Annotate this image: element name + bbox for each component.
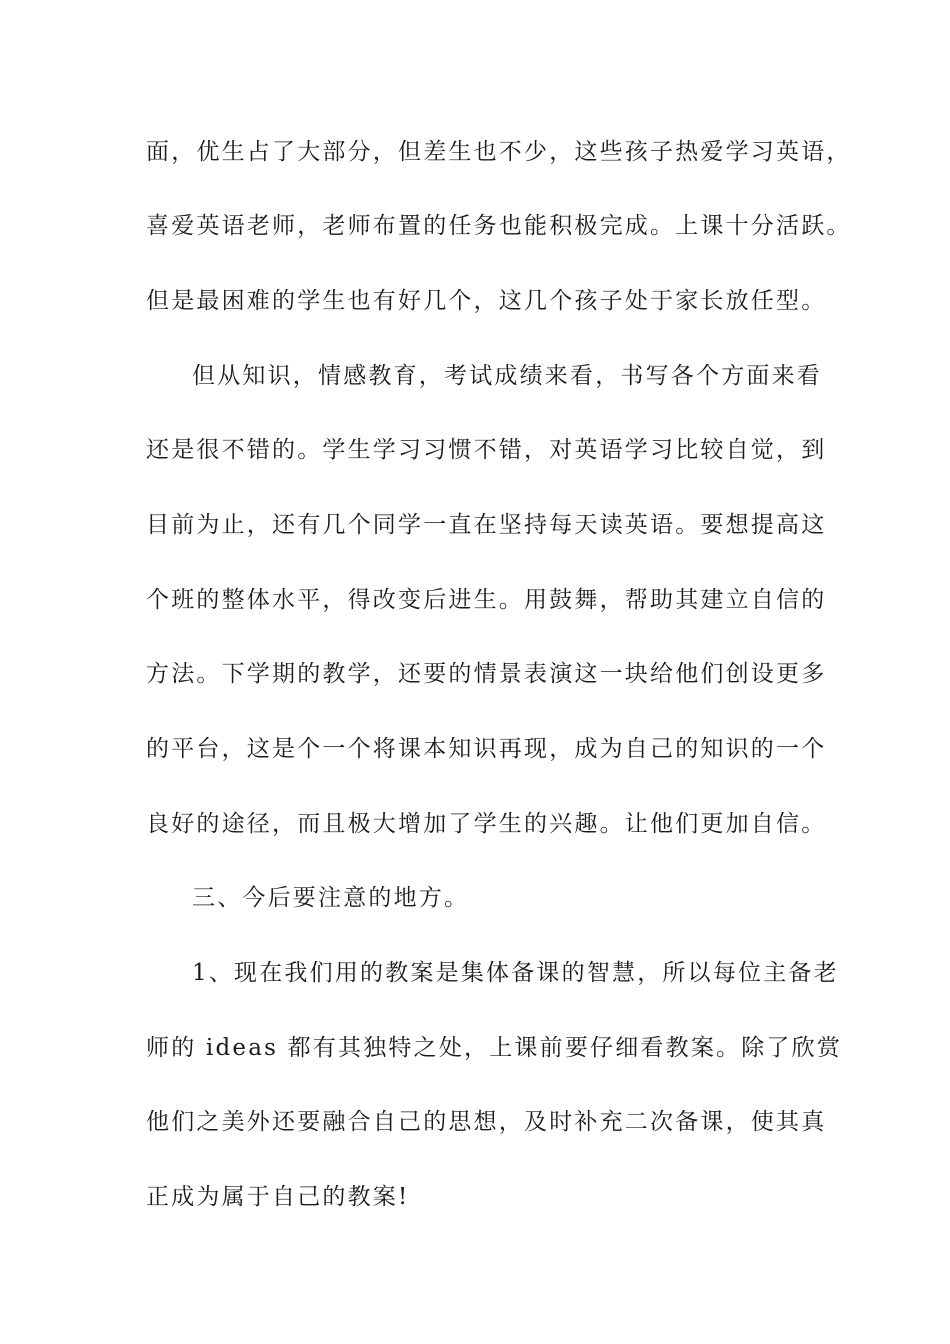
- section-heading: 三、今后要注意的地方。: [192, 885, 470, 911]
- paragraph-line: 面，优生占了大部分，但差生也不少，这些孩子热爱学习英语，: [146, 139, 852, 165]
- paragraph-line: 目前为止，还有几个同学一直在坚持每天读英语。要想提高这: [146, 512, 827, 538]
- paragraph-line: 1、现在我们用的教案是集体备课的智慧，所以每位主备老: [192, 960, 839, 986]
- paragraph-line: 良好的途径，而且极大增加了学生的兴趣。让他们更加自信。: [146, 811, 827, 837]
- paragraph-line: 还是很不错的。学生学习习惯不错，对英语学习比较自觉，到: [146, 437, 827, 463]
- paragraph-line: 的平台，这是个一个将课本知识再现，成为自己的知识的一个: [146, 736, 827, 762]
- paragraph-line: 方法。下学期的教学，还要的情景表演这一块给他们创设更多: [146, 661, 827, 687]
- paragraph-line: 但从知识，情感教育，考试成绩来看，书写各个方面来看: [192, 363, 822, 389]
- paragraph-line: 师的 ideas 都有其独特之处，上课前要仔细看教案。除了欣赏: [146, 1035, 843, 1061]
- paragraph-line: 但是最困难的学生也有好几个，这几个孩子处于家长放任型。: [146, 288, 827, 314]
- paragraph-line: 个班的整体水平，得改变后进生。用鼓舞，帮助其建立自信的: [146, 587, 827, 613]
- paragraph-line: 正成为属于自己的教案!: [146, 1184, 410, 1210]
- paragraph-line: 他们之美外还要融合自己的思想，及时补充二次备课，使其真: [146, 1109, 827, 1135]
- paragraph-line: 喜爱英语老师，老师布置的任务也能积极完成。上课十分活跃。: [146, 213, 852, 239]
